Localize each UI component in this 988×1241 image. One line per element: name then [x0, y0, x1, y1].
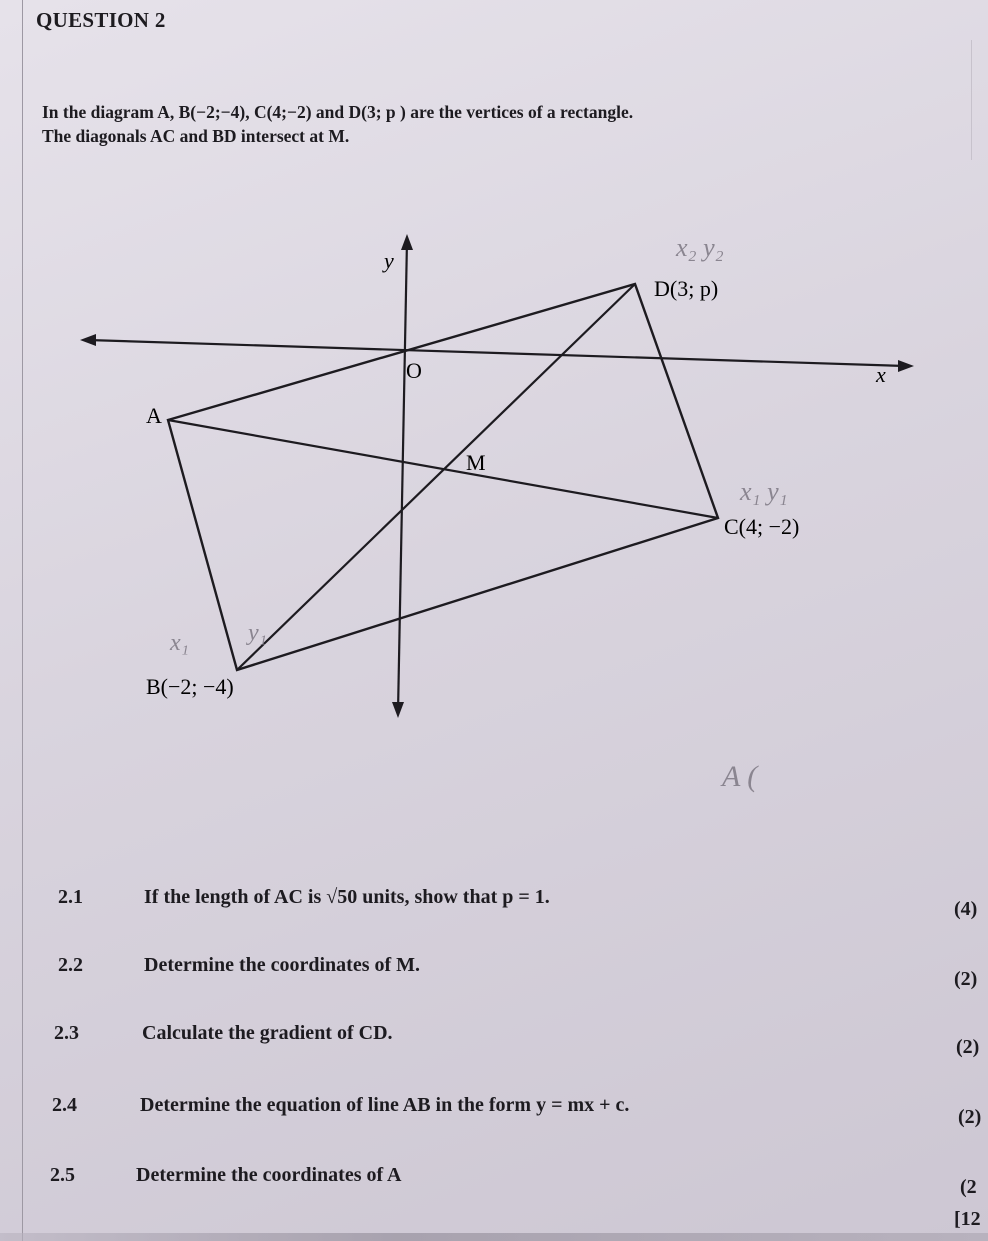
question-text: Determine the equation of line AB in the form y = mx + c. [140, 1094, 630, 1116]
y-axis [392, 234, 413, 718]
question-text: If the length of AC is √50 units, show that p = 1. [144, 886, 550, 908]
point-a-label: A [146, 403, 162, 428]
question-number: 2.1 [58, 886, 83, 908]
question-intro [42, 100, 892, 148]
question-title: QUESTION 2 [36, 8, 166, 32]
intro-line-1: In the diagram A, B(−2;−4), C(4;−2) and D(3; p ) are the vertices of a rectangle. [42, 102, 634, 122]
x-axis [80, 334, 914, 372]
question-text: Determine the coordinates of M. [144, 954, 421, 976]
question-text: Determine the coordinates of A [136, 1164, 402, 1186]
page-bottom-edge [0, 1233, 988, 1241]
handwritten-note-a: A ( [722, 760, 758, 793]
point-m-label: M [466, 450, 486, 475]
question-marks: (4) [954, 898, 978, 920]
question-marks: (2) [954, 968, 978, 990]
question-number: 2.5 [50, 1164, 75, 1186]
question-number: 2.4 [52, 1094, 77, 1116]
question-number: 2.3 [54, 1022, 79, 1044]
question-total-marks: [12 [954, 1208, 981, 1230]
point-d-label: D(3; p) [654, 276, 719, 301]
point-b-label: B(−2; −4) [146, 674, 234, 699]
question-marks: (2) [956, 1036, 980, 1058]
intro-line-2: The diagonals AC and BD intersect at M. [42, 126, 350, 146]
question-text: Calculate the gradient of CD. [142, 1022, 393, 1044]
handwritten-note-b-x: x₁ [170, 630, 189, 656]
question-number: 2.2 [58, 954, 83, 976]
question-marks: (2 [960, 1176, 977, 1198]
rectangle-abcd [168, 284, 718, 670]
x-axis-label: x [876, 362, 886, 387]
handwritten-note-d: x₂ y₂ [676, 233, 724, 262]
handwritten-note-b-y: y₁ [248, 620, 267, 646]
origin-label: O [406, 358, 422, 383]
point-c-label: C(4; −2) [724, 514, 800, 539]
rectangle-diagram [0, 220, 988, 840]
page-edge-line [971, 40, 972, 160]
handwritten-note-c: x₁ y₁ [740, 477, 788, 506]
y-axis-label: y [384, 248, 394, 273]
question-marks: (2) [958, 1106, 982, 1128]
